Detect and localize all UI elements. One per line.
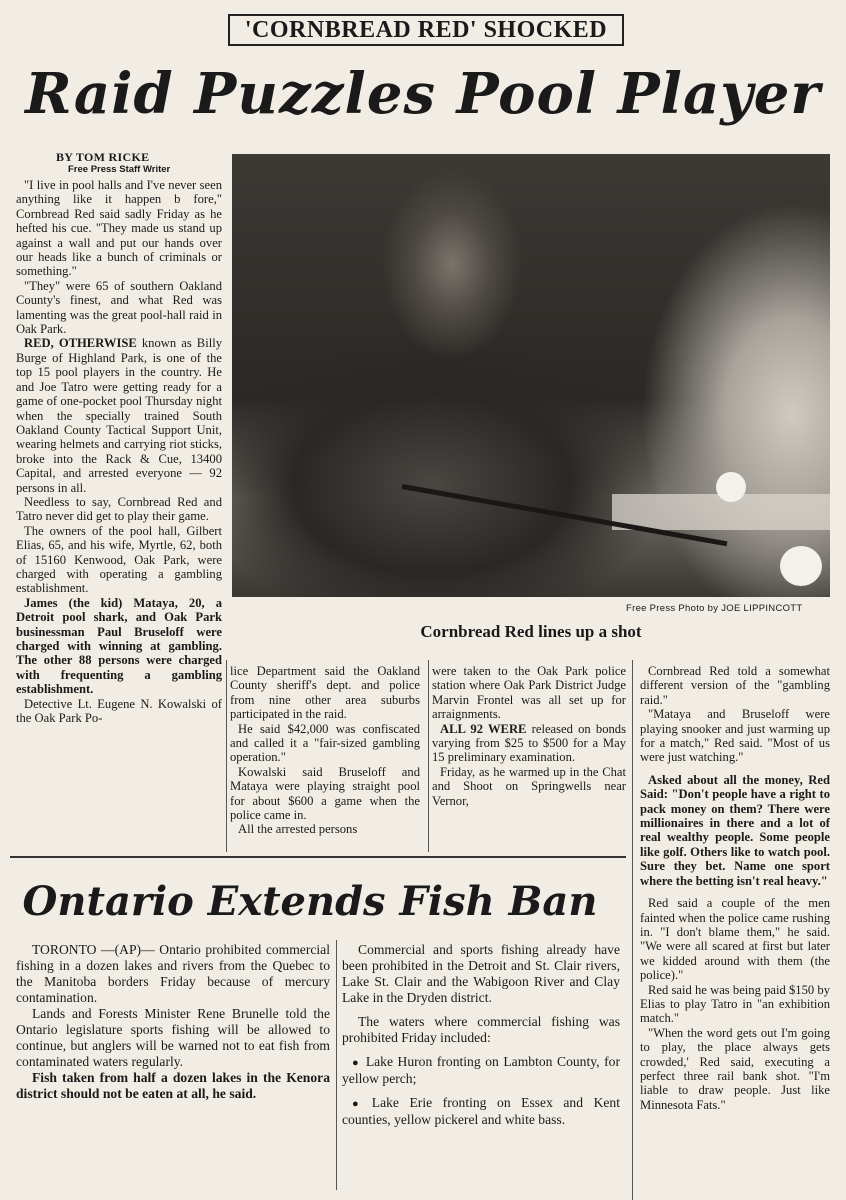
paragraph: Detective Lt. Eugene N. Kowalski of the Oak Park Po- [16,696,222,726]
paragraph: TORONTO —(AP)— Ontario prohibited commercial fishing in a dozen lakes and rivers from the Quebec to the Manitoba borders Friday because of mercury contamination. [16,942,330,1005]
byline-title: Free Press Staff Writer [68,164,171,175]
story1-column-4 [640,664,830,1112]
story1-column-1 [16,178,222,725]
paragraph: Red said a couple of the men fainted when the police came rushing in. "I don't blame them," he said. "We were all scared at first but later we kidded around with them (the police)." [640,896,830,983]
paragraph: Kowalski said Bruseloff and Mataya were playing straight pool for about $600 a game when the police came in. [230,764,420,823]
paragraph-text: released on bonds varying from $25 to $500 for a May 15 preliminary examination. [432,721,626,765]
subhead-lead: ALL 92 WERE [440,721,527,736]
story2-column-2 [342,942,620,1128]
list-item-text: Lake Erie fronting on Essex and Kent counties, yellow pickerel and white bass. [342,1095,620,1127]
story1-column-3 [432,664,626,808]
headline: Raid Puzzles Pool Player [25,61,821,127]
pool-ball [716,472,746,502]
byline: BY TOM RICKE [56,150,150,164]
paragraph: All the arrested persons [238,822,358,837]
bullet-icon [352,1054,366,1069]
pool-table-rail [612,494,830,530]
paragraph: James (the kid) Mataya, 20, a Detroit pool shark, and Oak Park businessman Paul Bruseloff were charged with winning at gambling. The other 88 persons were charged with frequenting a gambling establishment. [16,595,222,697]
paragraph-text: known as Billy Burge of Highland Park, is one of the top 15 pool players in the country. He and Joe Tatro were getting ready for a game of one-pocket pool Thursday night when the specially trained South Oakland County Tactical Support Unit, wearing helmets and carrying riot sticks, broke into the Rack & Cue, 13400 Capital, and arrested everyone — 92 persons in all. [16,336,222,495]
paragraph: Cornbread Red told a somewhat different version of the "gambling raid." [640,664,830,707]
photo-credit: Free Press Photo by JOE LIPPINCOTT [626,603,803,614]
story2-column-1 [16,942,330,1102]
paragraph [16,336,222,494]
list-item-text: Lake Huron fronting on Lambton County, for yellow perch; [342,1054,620,1086]
paragraph: He said $42,000 was confiscated and called it a "fair-sized gambling operation." [230,721,420,765]
list-item [342,1095,620,1128]
column-rule [336,940,337,1190]
paragraph: Friday, as he warmed up in the Chat and Shoot on Springwells near Vernor, [432,764,626,808]
column-rule [632,660,633,1200]
paragraph: "Mataya and Bruseloff were playing snooker and just warming up for a match," Red said. "Most of us were just watching." [640,707,830,765]
paragraph [432,722,626,765]
subhead-lead: RED, OTHERWISE [24,336,137,351]
paragraph: "I live in pool halls and I've never seen anything like it happen b fore," Cornbread Red said sadly Friday as he hefted his cue. "They made us stand up against a wall and put our hands over our heads like a bunch of criminals or something." [16,178,222,279]
paragraph: The owners of the pool hall, Gilbert Elias, 65, and his wife, Myrtle, 62, both of 15160 Kenwood, Oak Park, were charged with operating a gambling establishment. [16,523,222,596]
bullet-icon [352,1095,372,1110]
photo-caption: Cornbread Red lines up a shot [420,622,642,641]
paragraph: were taken to the Oak Park police station where Oak Park District Judge Marvin Frontel was all set up for arraignments. [432,664,626,722]
story-divider [10,856,626,858]
paragraph: The waters where commercial fishing was prohibited Friday included: [342,1014,620,1045]
list-item [342,1054,620,1087]
story1-column-2 [230,664,420,837]
paragraph: Lands and Forests Minister Rene Brunelle told the Ontario legislature sports fishing will be allowed to continue, but anglers will be warned not to eat fish from contaminated waters regularly. [16,1006,330,1069]
column-rule [428,660,429,852]
paragraph: Red said he was being paid $150 by Elias to play Tatro in "an exhibition match." [640,982,830,1026]
paragraph: "They" were 65 of southern Oakland County's finest, and what Red was lamenting was the great pool-hall raid in Oak Park. [16,278,222,337]
pool-ball [780,546,822,586]
paragraph: Needless to say, Cornbread Red and Tatro never did get to play their game. [16,494,222,524]
news-photo [232,154,830,597]
paragraph: "When the word gets out I'm going to play, the place always gets crowded,' Red said, executing a perfect three rail bank shot. "I'm liable to draw people. Just like Minnesota Fats." [640,1025,830,1112]
paragraph: Asked about all the money, Red Said: "Don't people have a right to pack money on them? There were millionaires in there and a lot of real wealthy people. Some people like golf. Others like to watch pool. Sure they bet. Name one sport where the betting isn't real heavy." [640,772,830,888]
headline-2: Ontario Extends Fish Ban [22,878,598,925]
paragraph: lice Department said the Oakland County sheriff's dept. and police from nine other area suburbs participated in the raid. [230,664,420,722]
paragraph: Fish taken from half a dozen lakes in the Kenora district should not be eaten at all, he said. [16,1070,330,1101]
paragraph: Commercial and sports fishing already have been prohibited in the Detroit and St. Clair rivers, Lake St. Clair and the Wabigoon River and Clay Lake in the Dryden district. [342,942,620,1005]
column-rule [226,660,227,852]
kicker: 'CORNBREAD RED' SHOCKED [228,14,624,46]
